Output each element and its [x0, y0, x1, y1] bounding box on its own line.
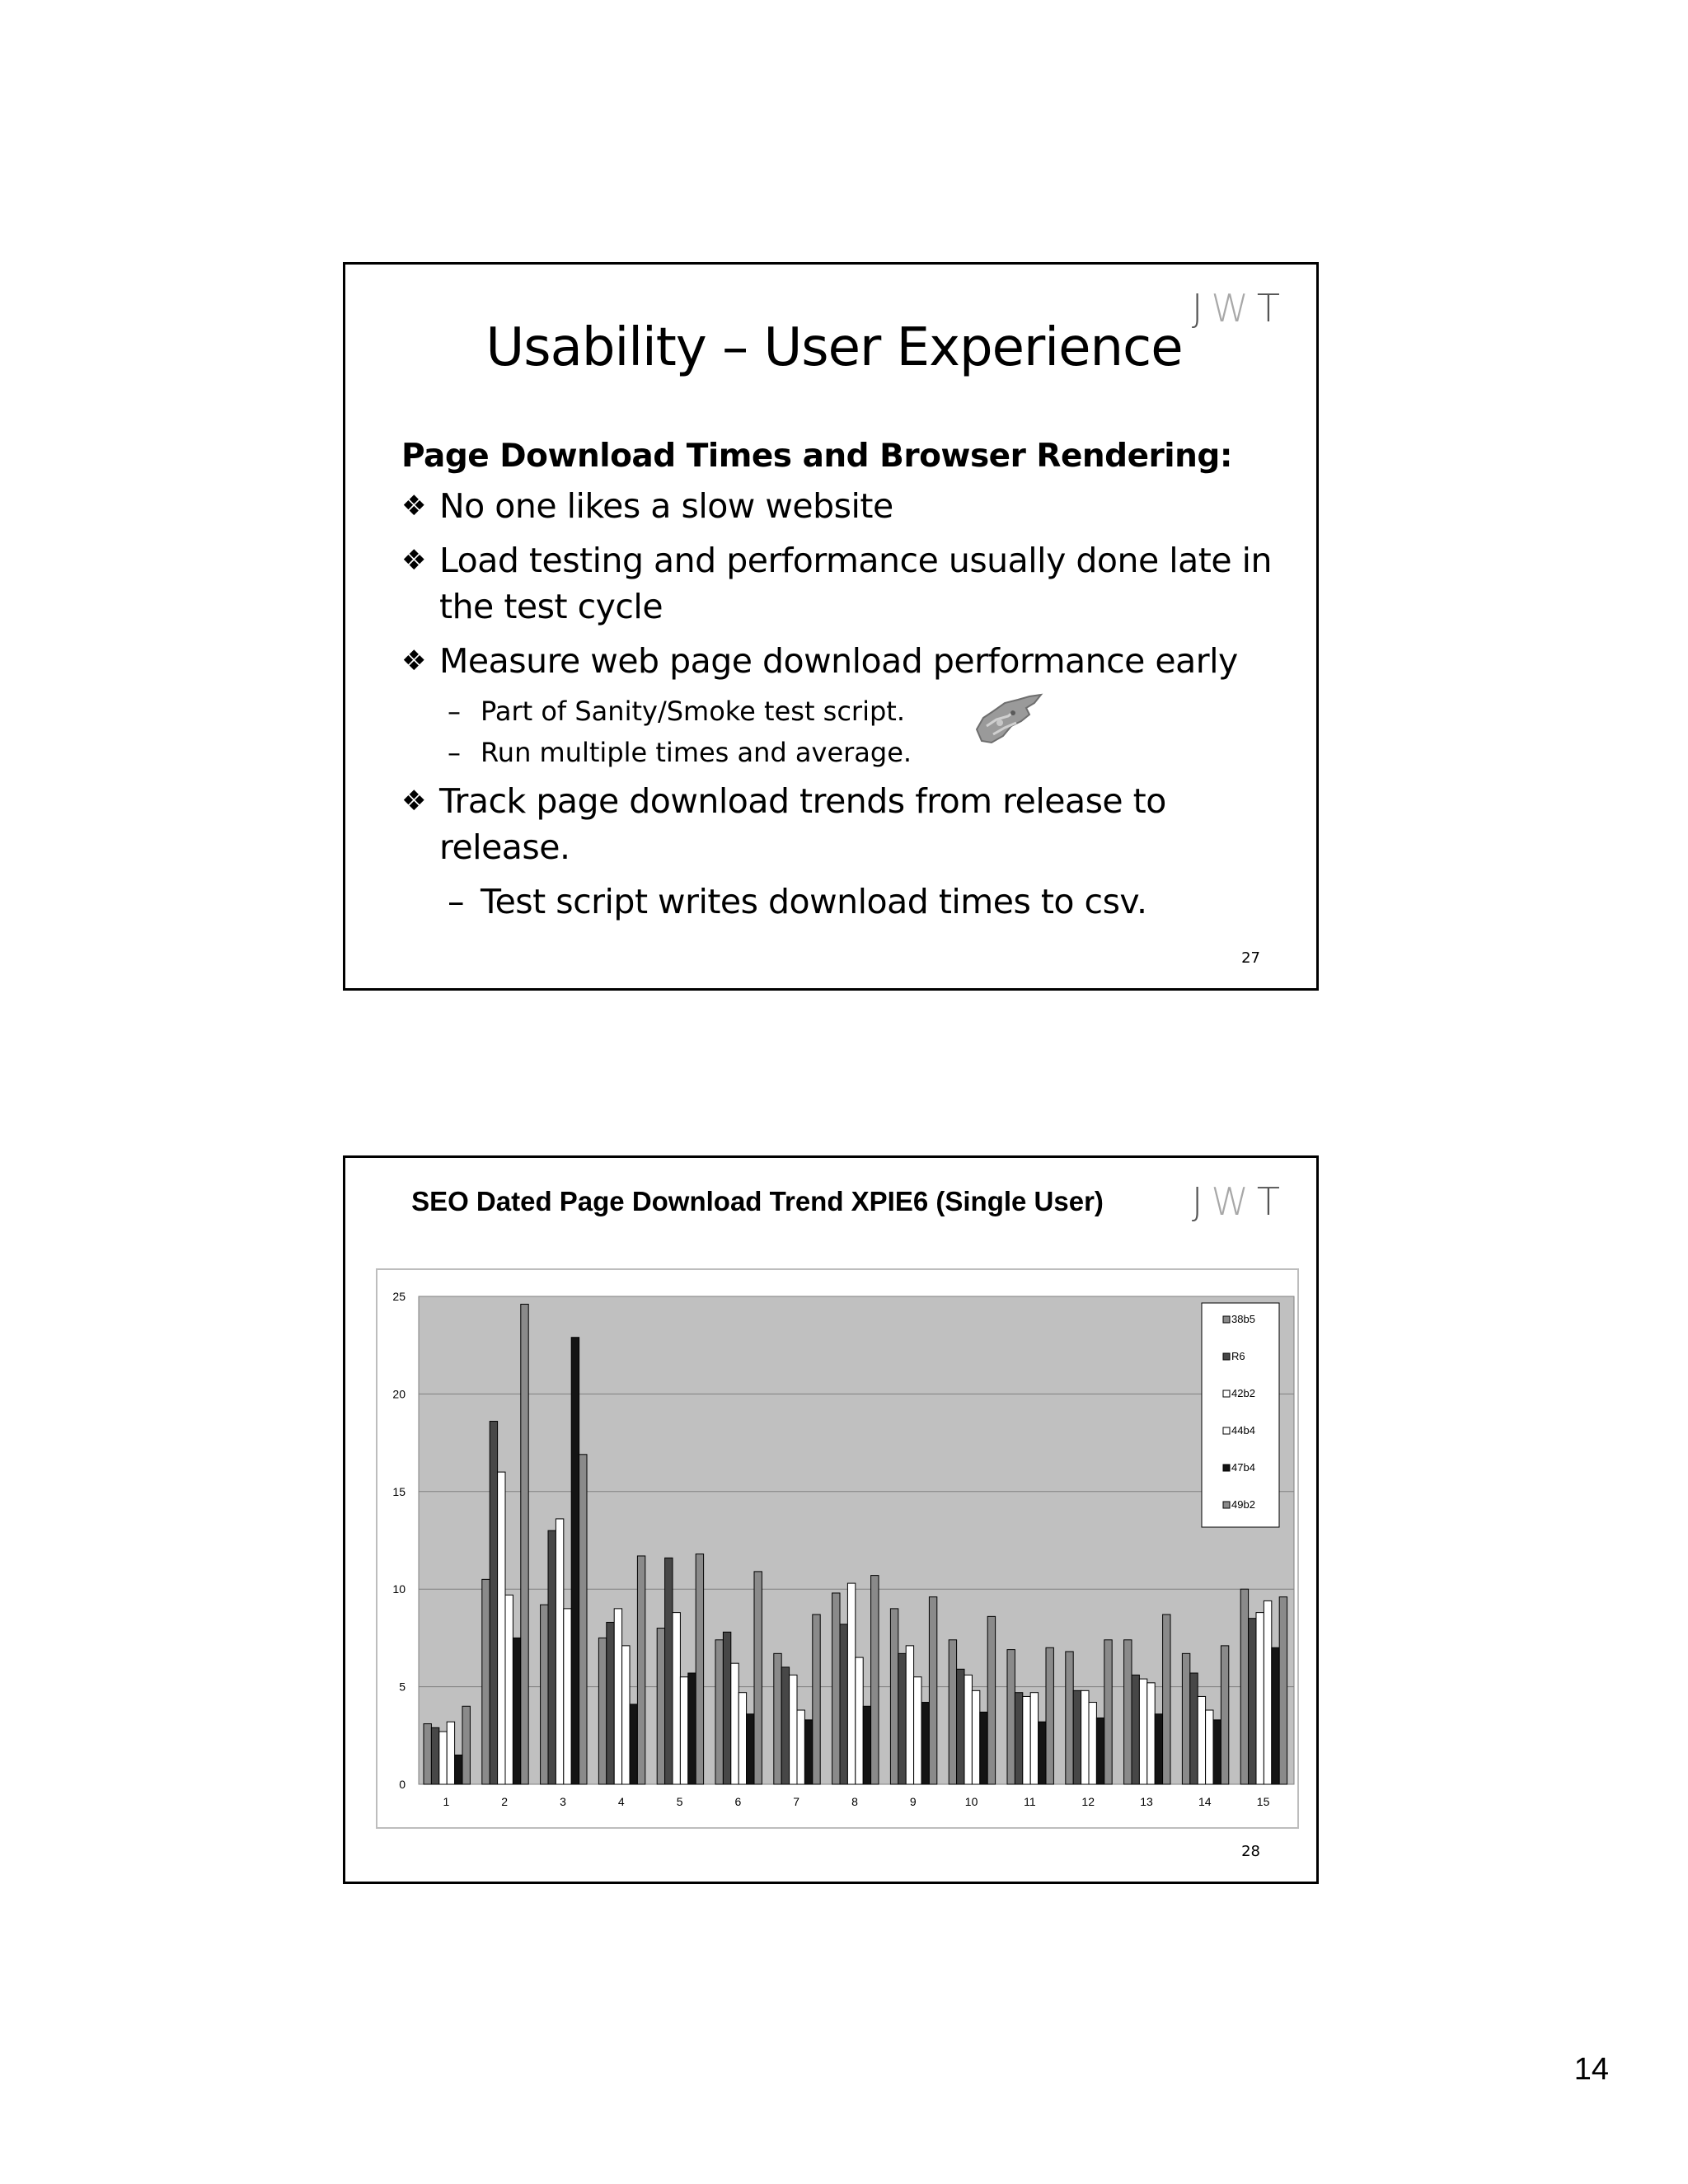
bar-49b2-2	[521, 1304, 528, 1784]
diamond-quad-icon: ❖	[401, 785, 426, 818]
bar-38b5-6	[715, 1640, 723, 1784]
bar-44b4-12	[1089, 1703, 1096, 1784]
diamond-quad-icon: ❖	[401, 490, 426, 523]
bar-R6-8	[840, 1624, 847, 1784]
bar-42b2-9	[906, 1646, 913, 1784]
logo-letter-j: J	[1191, 286, 1212, 330]
sub-bullet-item	[448, 692, 1292, 730]
bar-47b4-1	[455, 1755, 462, 1784]
bar-44b4-5	[680, 1677, 687, 1784]
bar-49b2-10	[987, 1616, 995, 1784]
bar-38b5-13	[1124, 1640, 1132, 1784]
document-page-number: 14	[1573, 2052, 1609, 2087]
x-tick-label: 8	[851, 1795, 858, 1808]
bar-38b5-1	[424, 1724, 431, 1784]
bar-38b5-2	[482, 1579, 490, 1784]
bar-49b2-12	[1104, 1640, 1112, 1784]
y-axis-ticks	[392, 1290, 406, 1791]
x-tick-label: 6	[734, 1795, 742, 1808]
bar-R6-12	[1073, 1690, 1081, 1784]
legend-label: 44b4	[1231, 1424, 1255, 1436]
bar-R6-11	[1015, 1693, 1022, 1784]
bar-R6-9	[898, 1653, 906, 1784]
bar-47b4-12	[1096, 1718, 1104, 1784]
bar-R6-7	[781, 1667, 789, 1784]
bar-42b2-13	[1139, 1679, 1146, 1784]
bar-47b4-5	[688, 1673, 696, 1784]
bar-44b4-4	[622, 1646, 630, 1784]
bar-42b2-15	[1256, 1613, 1264, 1784]
logo-letter-t: T	[1256, 286, 1288, 330]
slide-28	[343, 1155, 1319, 1884]
bar-47b4-3	[571, 1338, 579, 1784]
bar-49b2-6	[754, 1572, 762, 1784]
bar-47b4-9	[921, 1703, 929, 1784]
legend-swatch	[1223, 1353, 1230, 1360]
x-tick-label: 15	[1256, 1795, 1270, 1808]
bar-R6-3	[548, 1530, 556, 1784]
x-tick-label: 14	[1198, 1795, 1212, 1808]
legend-swatch	[1223, 1427, 1230, 1434]
bullet-text: No one likes a slow website	[439, 486, 893, 526]
sub-bullet-text: Part of Sanity/Smoke test script.	[481, 696, 905, 727]
y-tick-label: 5	[399, 1680, 406, 1694]
legend-label: 38b5	[1231, 1313, 1255, 1325]
bar-44b4-3	[564, 1609, 571, 1784]
legend-label: 42b2	[1231, 1387, 1255, 1399]
logo-letter-w: W	[1211, 1179, 1257, 1224]
x-tick-label: 13	[1140, 1795, 1153, 1808]
bar-47b4-13	[1155, 1714, 1162, 1784]
sub-bullet-text: Test script writes download times to csv.	[481, 882, 1147, 921]
bar-38b5-5	[657, 1629, 664, 1784]
bar-44b4-15	[1264, 1601, 1271, 1784]
slide-page-number: 28	[1241, 1843, 1260, 1860]
bar-R6-5	[665, 1558, 673, 1784]
sub-bullet-item	[448, 879, 1292, 925]
legend-swatch	[1223, 1502, 1230, 1508]
bar-38b5-8	[832, 1593, 840, 1784]
bar-47b4-10	[980, 1712, 987, 1784]
bar-38b5-14	[1182, 1653, 1189, 1784]
x-tick-label: 2	[501, 1795, 509, 1808]
bar-38b5-9	[890, 1609, 898, 1784]
x-tick-label: 10	[964, 1795, 978, 1808]
logo-letter-j: J	[1191, 1179, 1212, 1224]
bar-42b2-8	[847, 1583, 855, 1784]
bar-38b5-4	[598, 1638, 606, 1784]
x-tick-label: 12	[1081, 1795, 1095, 1808]
bar-42b2-12	[1081, 1690, 1089, 1784]
dash-marker: –	[448, 696, 461, 727]
bullet-text: Track page download trends from release to release.	[439, 781, 1166, 867]
sub-bullet-item	[448, 733, 1292, 771]
bar-42b2-1	[439, 1732, 447, 1784]
legend-box	[1202, 1303, 1279, 1527]
bar-chart	[377, 1270, 1297, 1827]
legend-swatch	[1223, 1316, 1230, 1323]
bar-42b2-5	[673, 1613, 680, 1784]
bar-44b4-13	[1147, 1683, 1155, 1784]
bar-49b2-4	[637, 1556, 645, 1784]
x-tick-label: 5	[676, 1795, 683, 1808]
bullet-item	[401, 778, 1292, 870]
bar-47b4-15	[1272, 1647, 1279, 1784]
bar-49b2-11	[1046, 1647, 1053, 1784]
x-tick-label: 3	[560, 1795, 566, 1808]
bar-R6-14	[1190, 1673, 1198, 1784]
legend-swatch	[1223, 1465, 1230, 1471]
bar-R6-13	[1132, 1675, 1139, 1784]
bar-R6-6	[723, 1632, 730, 1784]
bar-47b4-2	[513, 1638, 520, 1784]
bar-47b4-14	[1213, 1720, 1221, 1784]
logo-letter-w: W	[1211, 286, 1257, 330]
legend-label: 49b2	[1231, 1498, 1255, 1511]
bar-42b2-4	[614, 1609, 621, 1784]
bar-42b2-10	[964, 1675, 972, 1784]
y-tick-label: 10	[392, 1582, 406, 1596]
slide-title-text: Usability – User Experience	[485, 317, 1183, 378]
y-tick-label: 15	[392, 1484, 406, 1498]
sub-bullet-text: Run multiple times and average.	[481, 737, 912, 768]
chart-title: SEO Dated Page Download Trend XPIE6 (Single User)	[411, 1186, 1104, 1216]
bar-38b5-10	[949, 1640, 956, 1784]
bar-38b5-7	[774, 1653, 781, 1784]
bar-42b2-3	[556, 1519, 563, 1784]
legend-label: R6	[1231, 1350, 1245, 1362]
bar-49b2-9	[929, 1597, 936, 1784]
bullet-text: Load testing and performance usually done late in the test cycle	[439, 541, 1272, 626]
bar-47b4-8	[863, 1706, 870, 1784]
bar-47b4-4	[630, 1704, 637, 1784]
bar-49b2-7	[813, 1615, 820, 1784]
bar-42b2-7	[790, 1675, 797, 1784]
bar-42b2-6	[731, 1663, 738, 1784]
bar-38b5-12	[1066, 1652, 1073, 1784]
bar-44b4-8	[856, 1657, 863, 1784]
bullet-text: Measure web page download performance early	[439, 641, 1238, 681]
bar-49b2-8	[871, 1576, 879, 1784]
y-tick-label: 20	[392, 1387, 406, 1401]
x-axis-ticks	[443, 1795, 1270, 1808]
bar-R6-15	[1249, 1619, 1256, 1784]
bar-49b2-15	[1279, 1597, 1287, 1784]
x-tick-label: 1	[443, 1795, 450, 1808]
slide-title	[345, 317, 1321, 378]
bar-49b2-5	[696, 1554, 703, 1784]
legend	[1202, 1303, 1279, 1527]
bar-44b4-9	[914, 1677, 921, 1784]
y-tick-label: 0	[399, 1778, 406, 1791]
x-tick-label: 7	[793, 1795, 800, 1808]
jwt-logo	[1192, 1179, 1288, 1224]
bar-47b4-6	[747, 1714, 754, 1784]
bar-49b2-3	[579, 1455, 587, 1784]
bar-R6-10	[957, 1669, 964, 1784]
bar-R6-2	[490, 1422, 497, 1784]
diamond-quad-icon: ❖	[401, 644, 426, 677]
bar-38b5-11	[1007, 1650, 1015, 1784]
dash-marker: –	[448, 737, 461, 768]
bar-49b2-13	[1163, 1615, 1170, 1784]
bar-44b4-2	[505, 1595, 513, 1784]
rock-clipart-icon	[972, 693, 1046, 751]
bar-44b4-1	[447, 1722, 454, 1784]
bar-38b5-3	[541, 1605, 548, 1784]
bar-42b2-14	[1198, 1696, 1205, 1784]
x-tick-label: 11	[1024, 1795, 1036, 1808]
slide-page-number: 27	[1241, 949, 1260, 967]
bar-44b4-7	[797, 1710, 804, 1784]
slide-body	[401, 438, 1292, 925]
bar-49b2-1	[462, 1706, 470, 1784]
bar-44b4-14	[1206, 1710, 1213, 1784]
legend-label: 47b4	[1231, 1461, 1255, 1474]
bar-42b2-2	[498, 1472, 505, 1784]
legend-swatch	[1223, 1390, 1230, 1397]
bar-R6-4	[607, 1622, 614, 1784]
bar-44b4-11	[1030, 1693, 1038, 1784]
bar-R6-1	[431, 1727, 438, 1784]
bar-44b4-6	[738, 1693, 746, 1784]
diamond-quad-icon: ❖	[401, 544, 426, 577]
bullet-item	[401, 483, 1292, 529]
bar-42b2-11	[1023, 1696, 1030, 1784]
x-tick-label: 4	[617, 1795, 625, 1808]
bar-38b5-15	[1240, 1589, 1248, 1784]
chart-container	[376, 1268, 1299, 1829]
bar-47b4-7	[804, 1720, 812, 1784]
y-tick-label: 25	[392, 1290, 406, 1303]
bar-49b2-14	[1221, 1646, 1228, 1784]
bar-47b4-11	[1039, 1722, 1046, 1784]
logo-letter-t: T	[1256, 1179, 1288, 1224]
section-heading: Page Download Times and Browser Rendering:	[401, 438, 1232, 475]
bullet-item	[401, 537, 1292, 630]
x-tick-label: 9	[909, 1795, 917, 1808]
bar-44b4-10	[972, 1690, 979, 1784]
bullet-item	[401, 638, 1292, 684]
slide-27	[343, 262, 1319, 991]
dash-marker: –	[448, 882, 464, 921]
